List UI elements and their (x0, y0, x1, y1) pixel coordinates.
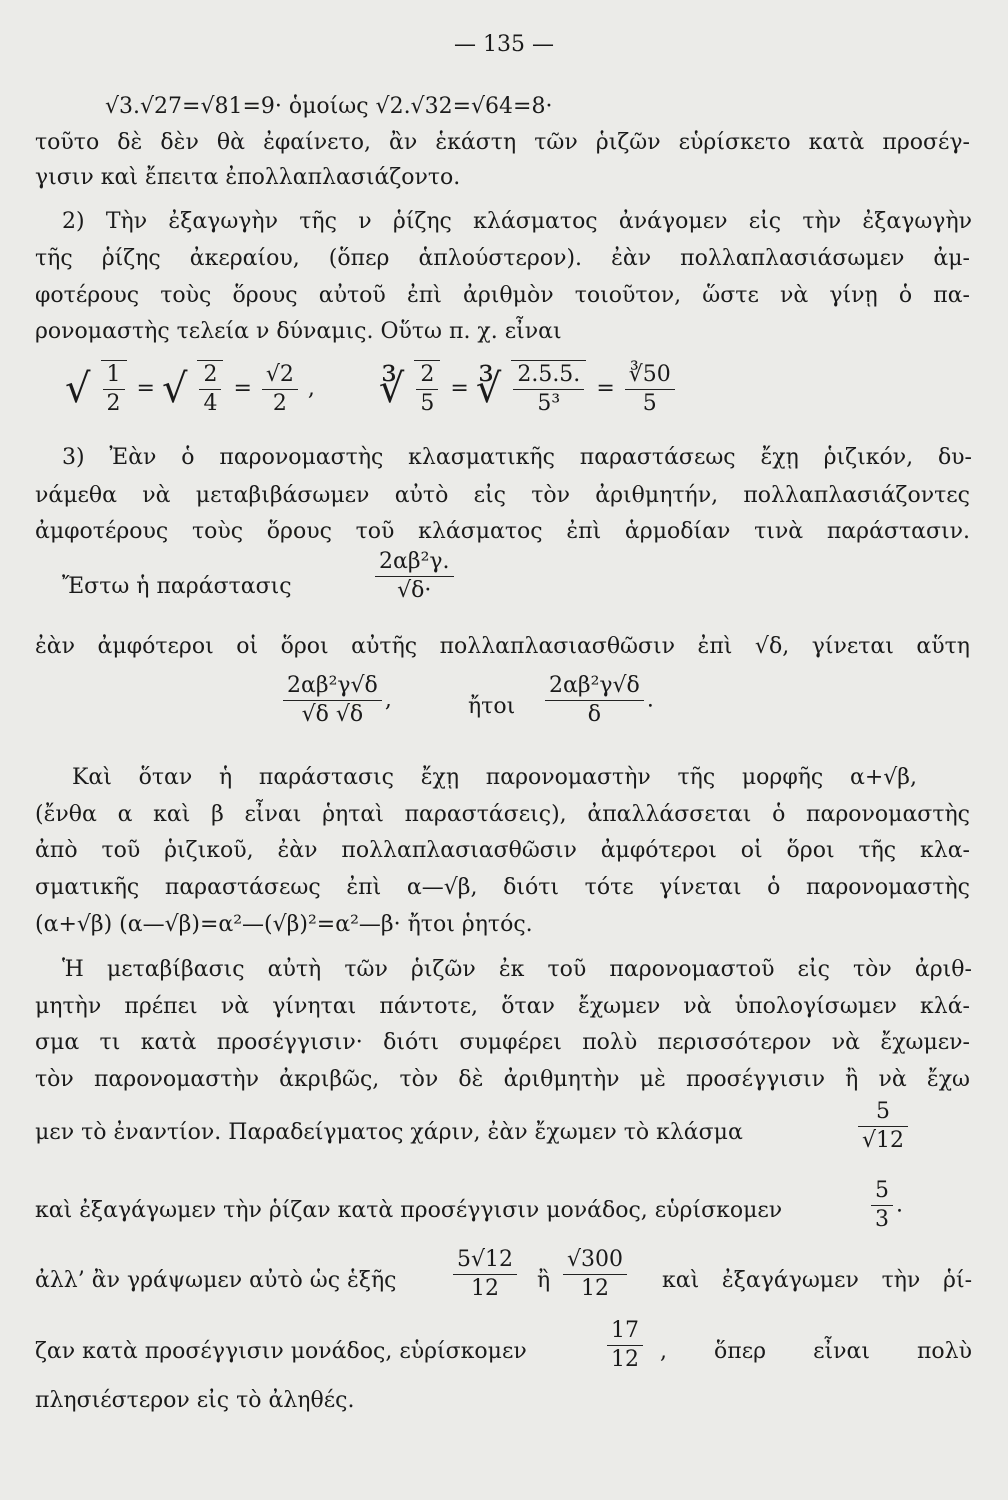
fraction-17-12: $\frac{17}{12}$ (604, 1317, 646, 1374)
text-line-30: πλησιέστερον εἰς τὸ ἀληθές. (35, 1388, 355, 1413)
result-fraction: $\frac{\text{2αβ²γ√δ}}{\delta}$ . (542, 672, 654, 729)
text-line-28: ζαν κατὰ προσέγγισιν μονάδος, εὑρίσκομεν (35, 1339, 527, 1364)
text-line-2: τοῦτο δὲ δὲν θὰ ἐφαίνετο, ἂν ἑκάστη τῶν ῥιζῶν εὑρίσκετο κατὰ προσέγ- (35, 130, 970, 155)
text-line-1: √3.√27=√81=9· ὁμοίως √2.√32=√64=8· (105, 94, 553, 119)
text-line-27: καὶ ἐξαγάγωμεν τὴν ῥί- (662, 1268, 972, 1293)
text-line-15: (ἔνθα α καὶ β εἶναι ῥηταὶ παραστάσεις), ἀπαλλάσσεται ὁ παρονομαστὴς (35, 802, 970, 827)
text-line-26: ἢ (537, 1268, 551, 1293)
text-line-18: (α+√β) (α—√β)=α²—(√β)²=α²—β· ἤτοι ῥητός. (35, 912, 533, 937)
fraction: $\frac{2}{4}$ (197, 360, 223, 418)
text-line-5: τῆς ῥίζης ἀκεραίου, (ὅπερ ἁπλούστερον). ἐὰν πολλαπλασιάσωμεν ἀμ- (35, 246, 970, 271)
fraction: $\frac{1}{2}$ (101, 360, 127, 418)
text-line-29: , ὅπερ εἶναι πολὺ (660, 1339, 972, 1364)
expression-fraction: $\frac{\text{2αβ²γ.}}{√\delta\cdot}$ (372, 548, 457, 605)
text-line-8: 3) Ἐὰν ὁ παρονομαστὴς κλασματικῆς παραστάσεως ἔχῃ ῥιζικόν, δυ- (62, 445, 972, 470)
text-line-16: ἀπὸ τοῦ ῥιζικοῦ, ἐὰν πολλαπλασιασθῶσιν ἀμφότεροι οἱ ὅροι τῆς κλα- (35, 838, 970, 863)
text-line-6: φοτέρους τοὺς ὅρους αὐτοῦ ἐπὶ ἀριθμὸν τοιοῦτον, ὥστε νὰ γίνῃ ὁ πα- (35, 283, 970, 308)
page-number: — 135 — (454, 32, 554, 57)
text-line-24: καὶ ἐξαγάγωμεν τὴν ῥίζαν κατὰ προσέγγισιν μονάδος, εὑρίσκομεν (35, 1198, 783, 1223)
text-line-9: νάμεθα νὰ μεταβιβάσωμεν αὐτὸ εἰς τὸν ἀριθμητήν, πολλαπλασιάζοντες (35, 483, 970, 508)
text-line-19: Ἡ μεταβίβασις αὐτὴ τῶν ῥιζῶν ἐκ τοῦ παρονομαστοῦ εἰς τὸν ἀριθ- (62, 957, 972, 982)
text-line-21: σμα τι κατὰ προσέγγισιν· διότι συμφέρει πολὺ περισσότερον νὰ ἔχωμεν- (35, 1030, 970, 1055)
text-line-25: ἀλλ’ ἂν γράψωμεν αὐτὸ ὡς ἑξῆς (35, 1268, 397, 1293)
text-line-7: ρονομαστὴς τελεία ν δύναμις. Οὕτω π. χ. εἶναι (35, 319, 562, 344)
text-line-14: Καὶ ὅταν ἡ παράστασις ἔχῃ παρονομαστὴν τῆς μορφῆς α+√β, (72, 765, 917, 790)
fraction-sqrt300-12: $\frac{√300}{12}$ (560, 1246, 630, 1303)
text-line-22: τὸν παρονομαστὴν ἀκριβῶς, τὸν δὲ ἀριθμητὴν μὲ προσέγγισιν ἢ νὰ ἔχω (35, 1067, 970, 1092)
fraction: $\frac{√2}{2}$ (262, 361, 298, 418)
equation-row-radicals: √ $\frac{1}{2}$ = √ $\frac{2}{4}$ = $\frac{√2}{2}$ , ∛ $\frac{2}{5}$ = ∛ $\frac{2.5.5.}{\text{5³}}$ = $\frac{∛50}{5}$ (65, 360, 945, 430)
fraction: $\frac{∛50}{5}$ (625, 361, 675, 418)
text-line-23: μεν τὸ ἐναντίον. Παραδείγματος χάριν, ἐὰν ἔχωμεν τὸ κλάσμα (35, 1120, 743, 1145)
text-line-17: σματικῆς παραστάσεως ἐπὶ α—√β, διότι τότε γίνεται ὁ παρονομαστὴς (35, 875, 970, 900)
text-line-20: μητὴν πρέπει νὰ γίνηται πάντοτε, ὅταν ἔχωμεν νὰ ὑπολογίσωμεν κλά- (35, 994, 970, 1019)
fraction-5sqrt12-12: $\frac{5√12}{12}$ (450, 1246, 520, 1303)
text-line-13: ἤτοι (468, 694, 516, 719)
text-line-3: γισιν καὶ ἔπειτα ἐπολλαπλασιάζοντο. (35, 165, 461, 190)
text-line-10: ἀμφοτέρους τοὺς ὅρους τοῦ κλάσματος ἐπὶ ἁρμοδίαν τινὰ παράστασιν. (35, 519, 970, 544)
text-line-4: 2) Τὴν ἐξαγωγὴν τῆς ν ῥίζης κλάσματος ἀνάγομεν εἰς τὴν ἐξαγωγὴν (62, 209, 972, 234)
text-line-11: Ἔστω ἡ παράστασις (62, 574, 292, 599)
fraction-5-sqrt12: $\frac{5}{√12}$ (855, 1098, 911, 1155)
fraction-5-3: $\frac{5}{3}$ . (868, 1177, 903, 1234)
product-fraction: $\frac{\text{2αβ²γ√δ}}{√\delta √\delta}$ , (280, 672, 392, 729)
text-line-12: ἐὰν ἀμφότεροι οἱ ὅροι αὐτῆς πολλαπλασιασθῶσιν ἐπὶ √δ, γίνεται αὕτη (35, 634, 970, 659)
fraction: $\frac{2.5.5.}{\text{5³}}$ (511, 360, 586, 418)
fraction: $\frac{2}{5}$ (414, 360, 440, 418)
